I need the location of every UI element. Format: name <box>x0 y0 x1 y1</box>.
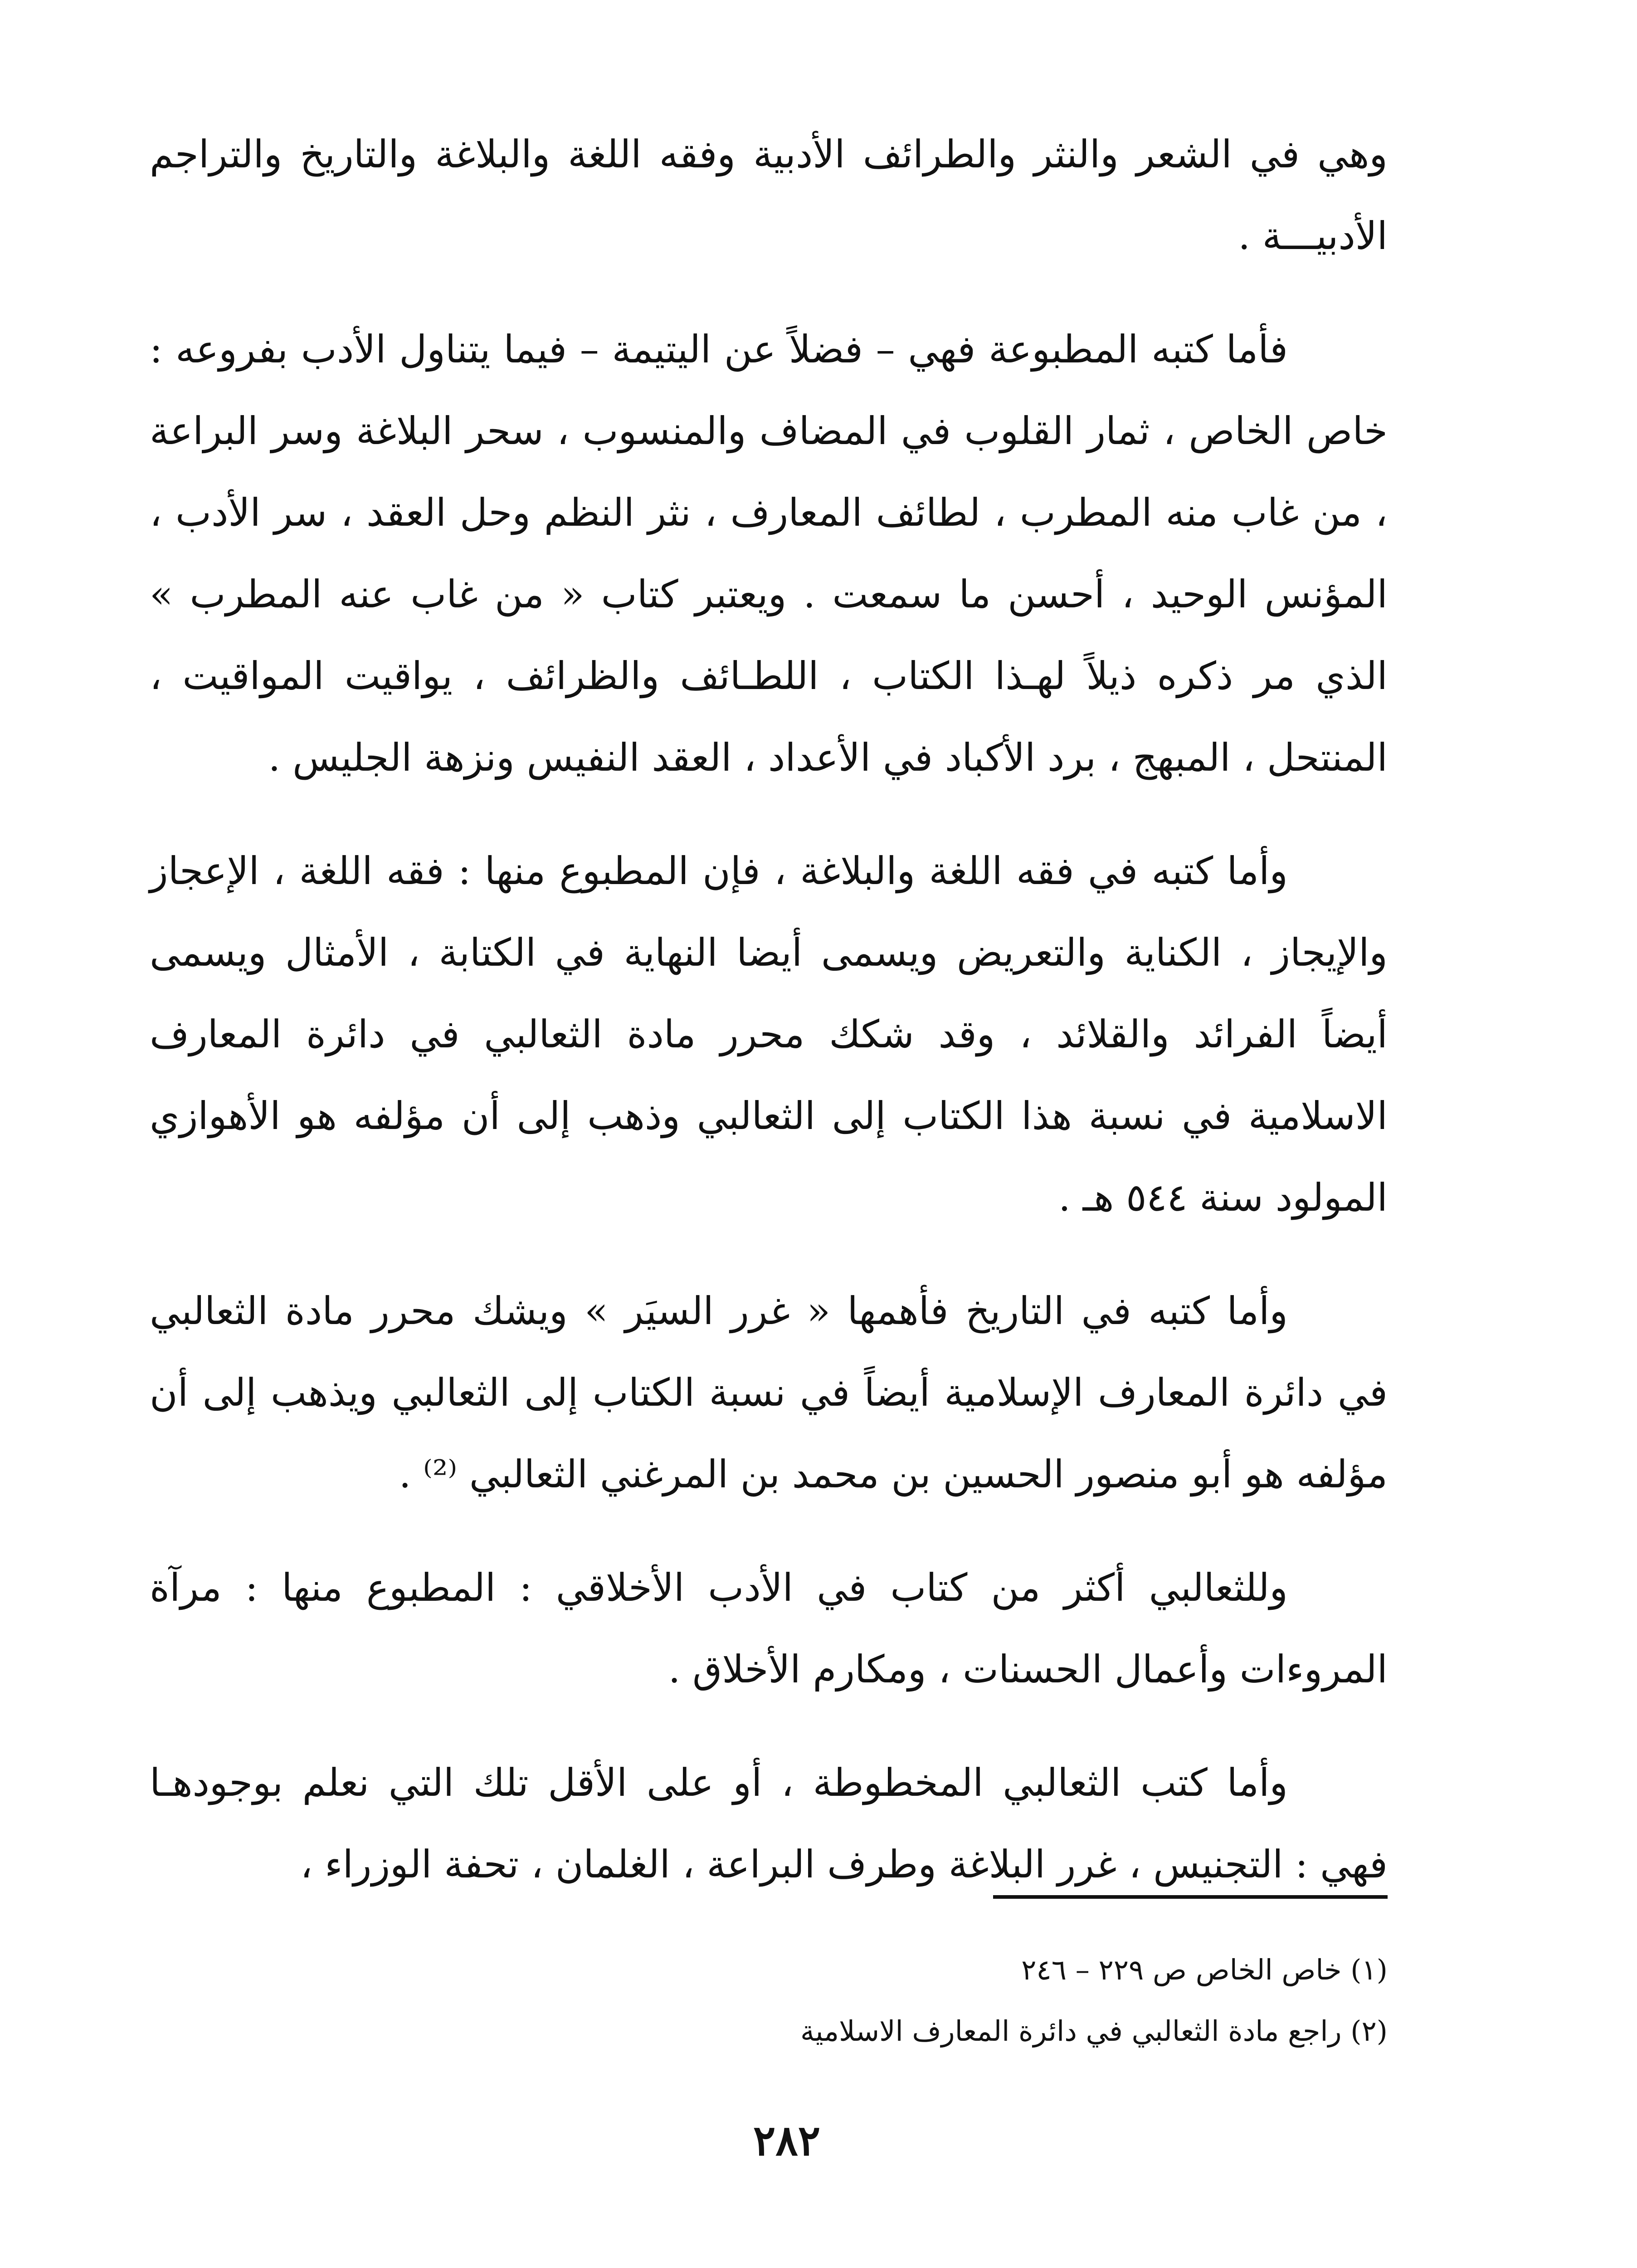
footnotes <box>150 1939 1388 2062</box>
paragraph-history-books: وأما كتبه في التاريخ فأهمها « غرر السيَر » ويشك محرر مادة الثعالبي في دائرة المعارف الإسلامية أيضاً في نسبة الكتاب إلى الثعالبي ويذهب إلى أن مؤلفه هو أبو منصور الحسين بن محمد بن المرغني الثعالبي ⁽²⁾ . <box>150 1289 1388 1496</box>
paragraph-continued: وهي في الشعر والنثر والطرائف الأدبية وفقه اللغة والبلاغة والتاريخ والتراجم الأدبيـــة . <box>150 132 1388 258</box>
page-body <box>150 113 1388 1905</box>
footnote-2: (٢) راجع مادة الثعالبي في دائرة المعارف الاسلامية <box>800 2014 1388 2048</box>
paragraph-language-books: وأما كتبه في فقه اللغة والبلاغة ، فإن المطبوع منها : فقه اللغة ، الإعجاز والإيجاز ، الكناية والتعريض ويسمى أيضا النهاية في الكتابة ، الأمثال ويسمى أيضاً الفرائد والقلائد ، وقد شكك محرر مادة الثعالبي في دائرة المعارف الاسلامية في نسبة هذا الكتاب إلى الثعالبي وذهب إلى أن مؤلفه هو الأهوازي المولود سنة ٥٤٤ هـ . <box>150 849 1388 1220</box>
footnote-1: (١) خاص الخاص ص ٢٢٩ – ٢٤٦ <box>1021 1953 1388 1986</box>
paragraph-manuscripts: وأما كتب الثعالبي المخطوطة ، أو على الأقل تلك التي نعلم بوجودهـا فهي : التجنيس ، غرر البلاغة وطرف البراعة ، الغلمان ، تحفة الوزراء ، <box>150 1760 1388 1887</box>
paragraph-ethics-books: وللثعالبي أكثر من كتاب في الأدب الأخلاقي : المطبوع منها : مرآة المروءات وأعمال الحسنات ، ومكارم الأخلاق . <box>150 1565 1388 1691</box>
paragraph-printed-books: فأما كتبه المطبوعة فهي – فضلاً عن اليتيمة – فيما يتناول الأدب بفروعه : خاص الخاص ، ثمار القلوب في المضاف والمنسوب ، سحر البلاغة وسر البراعة ، من غاب منه المطرب ، لطائف المعارف ، نثر النظم وحل العقد ، سر الأدب ، المؤنس الوحيد ، أحسن ما سمعت . ويعتبر كتاب « من غاب عنه المطرب » الذي مر ذكره ذيلاً لهـذا الكتاب ، اللطـائف والظرائف ، يواقيت المواقيت ، المنتحل ، المبهج ، برد الأكباد في الأعداد ، العقد النفيس ونزهة الجليس . <box>150 327 1388 780</box>
page-number: ٢٨٢ <box>753 2116 821 2165</box>
footnote-separator <box>993 1895 1388 1899</box>
